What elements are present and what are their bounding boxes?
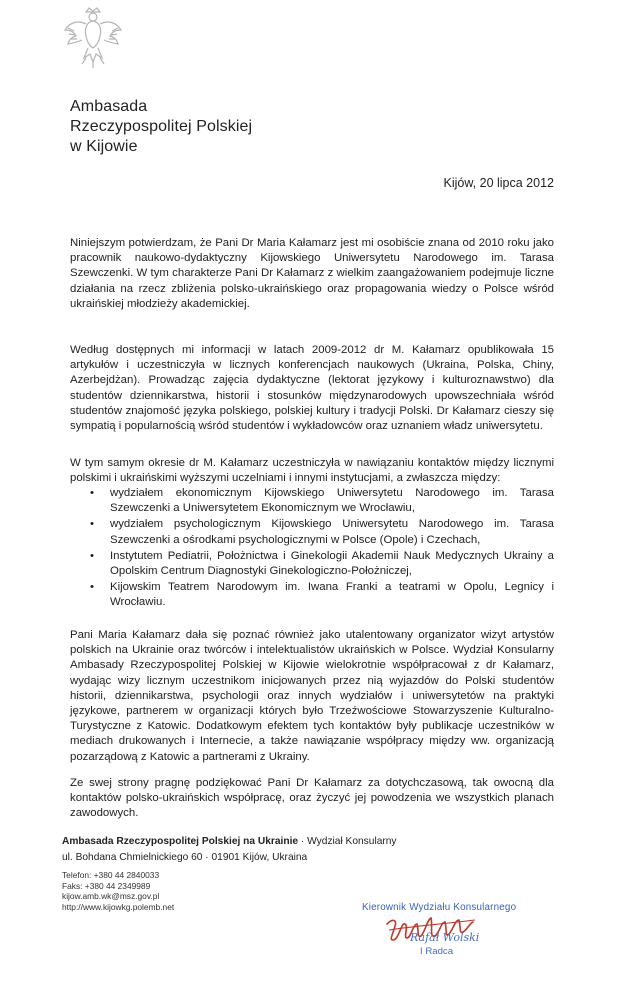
bullet-icon: •	[90, 549, 94, 562]
signatory-rank: I Radca	[420, 946, 454, 957]
letter-date: Kijów, 20 lipca 2012	[443, 176, 554, 190]
footer-separator: ·	[298, 836, 308, 847]
footer-address: ul. Bohdana Chmielnickiego 60 · 01901 Kijów, Ukraina	[62, 852, 308, 863]
header-line-2: Rzeczypospolitej Polskiej	[70, 118, 253, 135]
handwritten-signature	[383, 910, 479, 950]
list-item	[70, 486, 554, 516]
footer-embassy-name: Ambasada Rzeczypospolitej Polskiej na Ukrainie	[62, 836, 299, 847]
paragraph-4: Pani Maria Kałamarz dała się poznać również jako utalentowany organizator wizyt artystów polskich na Ukrainie oraz twórców i intelektualistów ukraińskich w Polsce. Wydział Konsularny Ambasady Rzeczypospolitej Polskiej w Kijowie wielokrotnie współpracował z dr Kałamarz, wydając wizy licznym uczestnikom inicjowanych przez nią wyjazdów do Polski studentów historii, dziennikarstwa, psychologii oraz innych wydziałów i uniwersytetów na praktyki językowe, partnerem w organizacji których było Trzeźwościowe Stowarzyszenie Kulturalno-Turystyczne z Katowic. Dodatkowym efektem tych kontaktów były publikacje uczestników w mediach drukowanych i Internecie, a także nawiązanie współpracy między ww. organizacją pozarządową z Katowic a partnerami z Ukrainy.	[70, 629, 554, 763]
header-line-3: w Kijowie	[70, 138, 138, 155]
polish-eagle-emblem-icon	[62, 6, 124, 70]
paragraph-3: W tym samym okresie dr M. Kałamarz uczestniczyła w nawiązaniu kontaktów między licznymi polskimi i ukraińskimi wyższymi uczelniami i innymi instytucjami, a zwłaszcza między:	[70, 457, 554, 485]
bullet-icon: •	[90, 581, 94, 594]
footer-contacts	[62, 870, 174, 912]
list-item-text: wydziałem psychologicznym Kijowskiego Uniwersytetu Narodowego im. Tarasa Szewczenki a ośrodkami psychologicznymi w Polsce (Opole) i Czechach,	[110, 518, 554, 546]
list-item	[70, 580, 554, 610]
bullet-icon: •	[90, 487, 94, 499]
footer-phone: Telefon: +380 44 2840033	[62, 870, 160, 880]
footer-organization	[62, 836, 397, 847]
institution-list	[70, 486, 554, 612]
embassy-header	[70, 97, 252, 157]
stamp-title: Kierownik Wydziału Konsularnego	[362, 902, 517, 913]
signatory-name: Rafał Wolski	[410, 931, 480, 944]
paragraph-2: Według dostępnych mi informacji w latach 2009-2012 dr M. Kałamarz opublikowała 15 artykułów i uczestniczyła w licznych konferencjach naukowych (Ukraina, Polska, Chiny, Azerbejdżan). Prowadząc zajęcia dydaktyczne (lektorat językowy i kulturoznawstwo) dla studentów dziennikarstwa, historii i stosunków międzynarodowych upowszechniała wśród studentów znajomość języka polskiego, polskiej kultury i tradycji Polski. Dr Kałamarz cieszy się sympatią i popularnością wśród studentów i wykładowców oraz uznaniem władz uniwersytetu.	[70, 344, 554, 433]
footer-department: Wydział Konsularny	[307, 836, 397, 847]
footer-email: kijow.amb.wk@msz.gov.pl	[62, 891, 160, 902]
footer-fax: Faks: +380 44 2349989	[62, 880, 151, 891]
list-item-text: Kijowskim Teatrem Narodowym im. Iwana Franki a teatrami w Opolu, Legnicy i Wrocławiu.	[110, 581, 554, 609]
list-item-text: wydziałem ekonomicznym Kijowskiego Uniwersytetu Narodowego im. Tarasa Szewczenki a Uniwersytetem Ekonomicznym we Wrocławiu,	[110, 487, 554, 515]
bullet-icon: •	[90, 518, 94, 531]
footer-website: http://www.kijowkg.polemb.net	[62, 901, 175, 912]
paragraph-1: Niniejszym potwierdzam, że Pani Dr Maria Kałamarz jest mi osobiście znana od 2010 roku jako pracownik naukowo-dydaktyczny Kijowskiego Uniwersytetu Narodowego im. Tarasa Szewczenki. W tym charakterze Pani Dr Kałamarz z wielkim zaangażowaniem podejmuje liczne działania na rzecz zbliżenia polsko-ukraińskiego oraz propagowania wiedzy o Polsce wśród ukraińskiej młodzieży akademickiej.	[70, 237, 554, 310]
list-item-text: Instytutem Pediatrii, Położnictwa i Ginekologii Akademii Nauk Medycznych Ukrainy a Opolskim Centrum Diagnostyki Ginekologiczno-Położniczej,	[110, 549, 554, 578]
paragraph-5: Ze swej strony pragnę podziękować Pani Dr Kałamarz za dotychczasową, tak owocną dla kontaktów polsko-ukraińskich współpracę, oraz życzyć jej powodzenia we wszystkich planach zawodowych.	[70, 777, 554, 820]
list-item	[70, 517, 554, 547]
list-item	[70, 549, 554, 579]
header-line-1: Ambasada	[70, 98, 148, 115]
